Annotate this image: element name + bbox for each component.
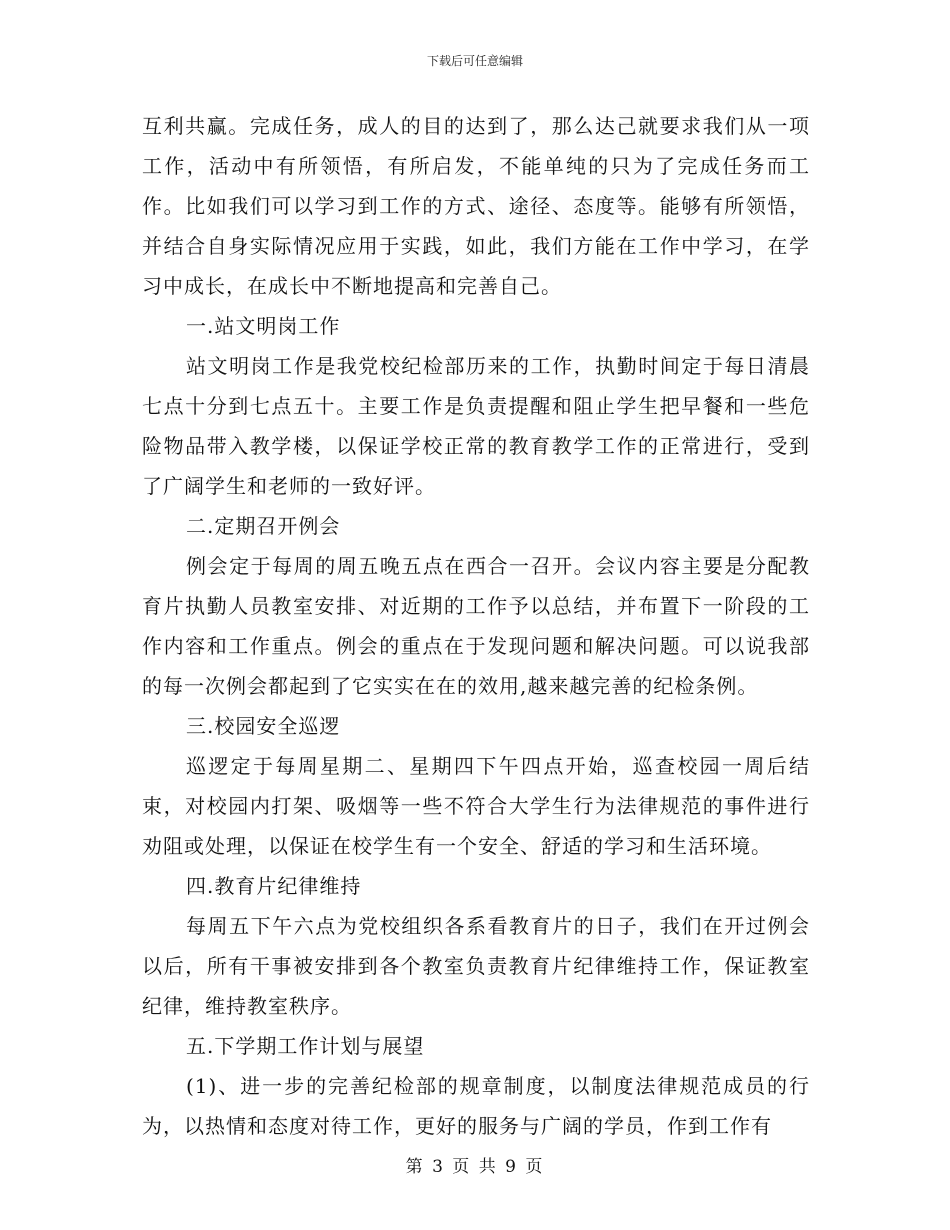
paragraph-section-1: 站文明岗工作是我党校纪检部历来的工作，执勤时间定于每日清晨七点十分到七点五十。主要工作是负责提醒和阻止学生把早餐和一些危险物品带入教学楼，以保证学校正常的教育教学工作的正常进行，受到了广阔学生和老师的一致好评。: [142, 354, 810, 498]
paragraph-section-5-item-1: (1)、进一步的完善纪检部的规章制度，以制度法律规范成员的行为，以热情和态度对待工作，更好的服务与广阔的学员，作到工作有: [142, 1074, 810, 1138]
section-heading-5: 五.下学期工作计划与展望: [186, 1034, 425, 1058]
paragraph-section-2: 例会定于每周的周五晚五点在西合一召开。会议内容主要是分配教育片执勤人员教室安排、对近期的工作予以总结，并布置下一阶段的工作内容和工作重点。例会的重点在于发现问题和解决问题。可以说我部的每一次例会都起到了它实实在在的效用,越来越完善的纪检条例。: [142, 554, 810, 698]
page-header: 下载后可任意编辑: [426, 54, 523, 68]
document-body: [142, 106, 810, 1146]
paragraph-continuation: 互利共赢。完成任务，成人的目的达到了，那么达己就要求我们从一项工作，活动中有所领悟，有所启发，不能单纯的只为了完成任务而工作。比如我们可以学习到工作的方式、途径、态度等。能够有所领悟，并结合自身实际情况应用于实践，如此，我们方能在工作中学习，在学习中成长，在成长中不断地提高和完善自己。: [142, 114, 810, 298]
paragraph-section-4: 每周五下午六点为党校组织各系看教育片的日子，我们在开过例会以后，所有干事被安排到各个教室负责教育片纪律维持工作，保证教室纪律，维持教室秩序。: [142, 914, 810, 1018]
section-heading-1: 一.站文明岗工作: [186, 314, 341, 338]
section-heading-3: 三.校园安全巡逻: [186, 714, 341, 738]
page-number-footer: 第 3 页 共 9 页: [405, 1157, 545, 1177]
section-heading-2: 二.定期召开例会: [186, 514, 341, 538]
paragraph-section-3: 巡逻定于每周星期二、星期四下午四点开始，巡查校园一周后结束，对校园内打架、吸烟等一些不符合大学生行为法律规范的事件进行劝阻或处理，以保证在校学生有一个安全、舒适的学习和生活环境。: [142, 754, 810, 858]
section-heading-4: 四.教育片纪律维持: [186, 874, 362, 898]
